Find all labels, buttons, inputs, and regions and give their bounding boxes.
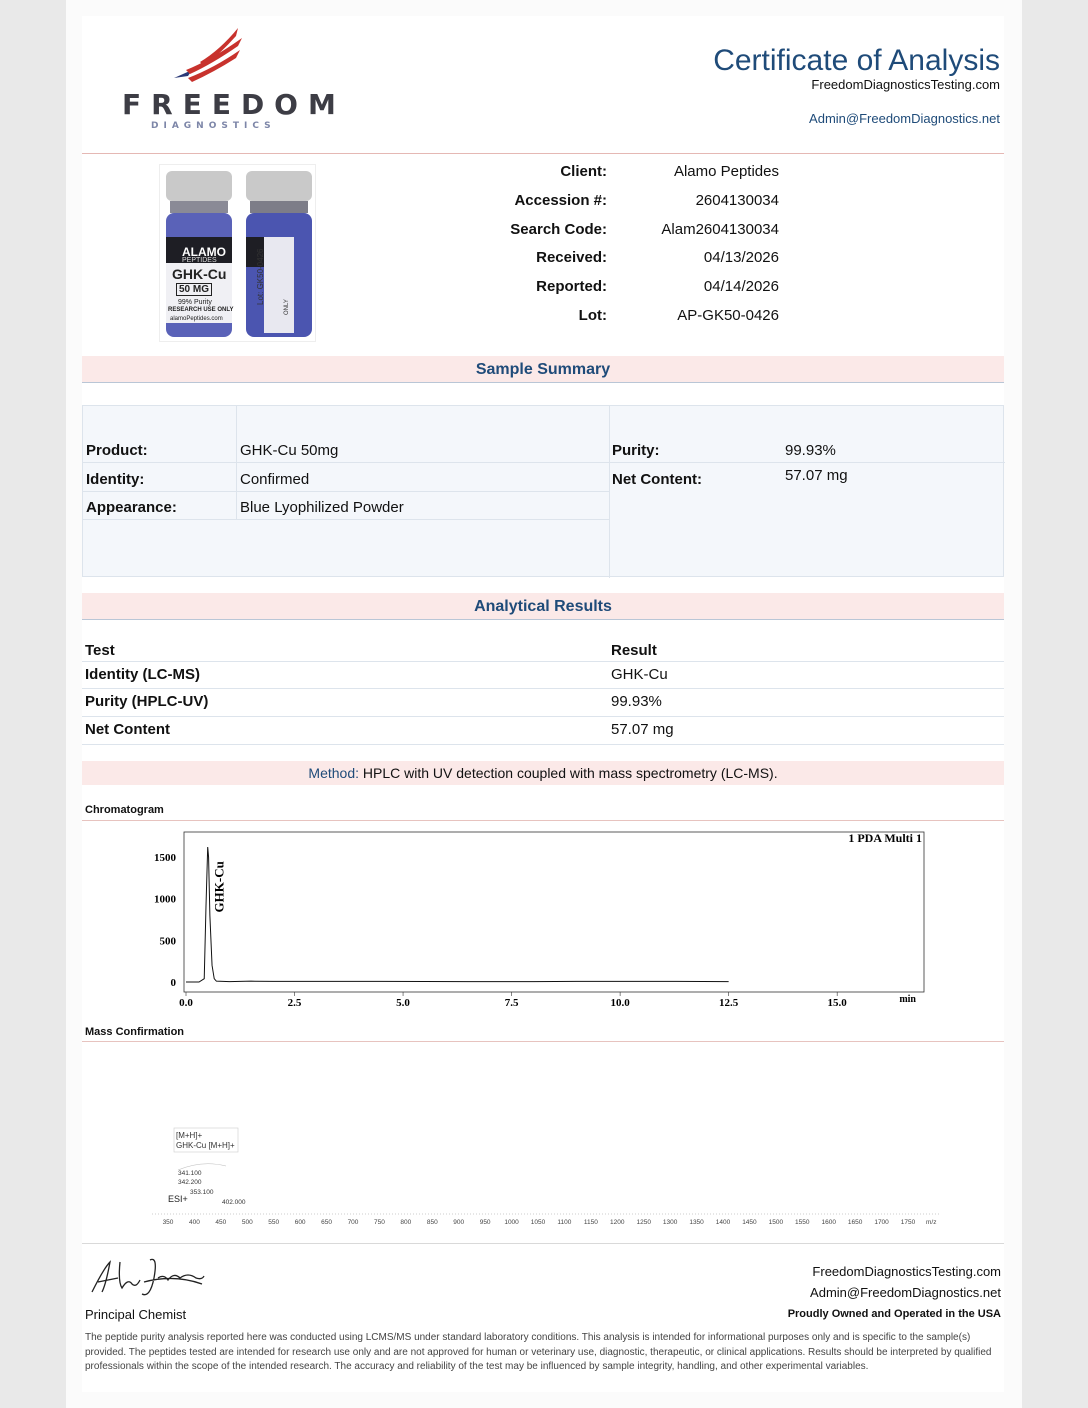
identity-value: Confirmed: [240, 471, 310, 488]
footer-website[interactable]: FreedomDiagnosticsTesting.com: [812, 1264, 1001, 1279]
ms-peak-2: 342.200: [178, 1179, 202, 1186]
disclaimer: The peptide purity analysis reported here was conducted using LCMS/MS under standard laboratory conditions. This analysis is intended for informational purposes only and is specific to the sample(s) provided. The peptides tested are intended for research use only and are not approved for human or veterinary use, diagnostic, therapeutic, or clinical applications. Results should be interpreted by qualified professionals within the scope of the intended research. The accuracy and reliability of the test may be influenced by sample integrity, handling, and other experimental variables.: [85, 1332, 992, 1372]
client-label: Client:: [560, 163, 607, 180]
table-row: [82, 662, 1004, 689]
photo-site: alamoPeptides.com: [170, 316, 223, 322]
analytical-results-heading: Analytical Results: [82, 593, 1004, 620]
page-title: Certificate of Analysis: [713, 44, 1000, 77]
footer-email[interactable]: Admin@FreedomDiagnostics.net: [810, 1285, 1001, 1300]
method-note: [82, 761, 1004, 785]
x-tick-label: 2.5: [287, 997, 302, 1009]
table-row: [82, 717, 1004, 745]
y-tick-label: 500: [159, 935, 176, 948]
photo-dose: 50 MG: [176, 283, 212, 296]
x-tick-label: 15.0: [827, 997, 847, 1009]
result-value: 99.93%: [611, 693, 662, 710]
search-code-label: Search Code:: [510, 221, 607, 238]
ms-tick-label: 600: [294, 1219, 306, 1226]
purity-value: 99.93%: [785, 442, 836, 459]
plot-frame: [184, 832, 924, 992]
signer-role: Principal Chemist: [85, 1307, 187, 1322]
ms-tick-label: 650: [321, 1219, 333, 1226]
product-label: Product:: [86, 442, 148, 459]
ms-peak-3: 353.100: [190, 1189, 214, 1196]
ms-tick-label: 1300: [662, 1219, 678, 1226]
ms-tick-label: 1250: [636, 1219, 651, 1226]
chart-title: 1 PDA Multi 1: [848, 831, 922, 845]
signature: [84, 1248, 206, 1302]
ms-tick-label: 500: [241, 1219, 253, 1226]
ms-axis-unit: m/z: [926, 1219, 937, 1226]
x-tick-label: 0.0: [179, 997, 193, 1009]
search-code-value: Alam2604130034: [661, 221, 779, 238]
appearance-label: Appearance:: [86, 499, 177, 516]
signature-name: Alex Johnson: [90, 1297, 109, 1301]
ms-tick-label: 1050: [530, 1219, 546, 1226]
photo-purity: 99% Purity: [178, 299, 212, 306]
ms-tick-label: 400: [188, 1219, 200, 1226]
result-test-name: Net Content: [85, 721, 170, 738]
appearance-value: Blue Lyophilized Powder: [240, 499, 404, 516]
lot-value: AP-GK50-0426: [677, 307, 779, 324]
ms-tick-label: 1100: [557, 1219, 572, 1226]
reported-label: Reported:: [536, 278, 607, 295]
x-axis-label: min: [899, 994, 916, 1005]
product-photo: [159, 164, 316, 342]
ms-tick-label: 850: [426, 1219, 438, 1226]
photo-brand: ALAMO: [182, 245, 226, 259]
result-test-name: Purity (HPLC-UV): [85, 693, 209, 710]
ms-tick-label: 1700: [874, 1219, 889, 1226]
logo-wordmark: FREEDOM: [122, 88, 346, 121]
ms-tick-label: 1650: [847, 1219, 863, 1226]
ms-tick-label: 750: [373, 1219, 385, 1226]
header-email[interactable]: Admin@FreedomDiagnostics.net: [809, 111, 1000, 126]
x-tick-label: 5.0: [396, 997, 410, 1009]
sample-summary-table: [82, 405, 1004, 577]
header-divider: [82, 153, 1004, 154]
mass-spectrum: [142, 1126, 942, 1226]
chromatogram-chart: [102, 828, 982, 1028]
net-content-value: 57.07 mg: [785, 467, 848, 484]
mass-confirmation-label: Mass Confirmation: [85, 1026, 185, 1038]
product-value: GHK-Cu 50mg: [240, 442, 339, 459]
method-text: HPLC with UV detection coupled with mass spectrometry (LC-MS).: [362, 765, 778, 781]
x-tick-label: 10.0: [610, 997, 630, 1009]
photo-lot-side: ONLY: [284, 299, 290, 315]
ms-tick-label: 700: [347, 1219, 359, 1226]
results-header-test: Test: [85, 642, 115, 659]
client-value: Alamo Peptides: [673, 163, 779, 180]
footer-tagline: Proudly Owned and Operated in the USA: [787, 1308, 1001, 1320]
received-label: Received:: [536, 249, 607, 266]
ms-tick-label: 1000: [504, 1219, 519, 1226]
ms-tick-label: 1550: [795, 1219, 810, 1226]
ms-tick-label: 1750: [900, 1219, 916, 1226]
ms-mode: ESI+: [168, 1194, 188, 1204]
series-line: [186, 847, 729, 982]
purity-label: Purity:: [612, 442, 660, 459]
chromatogram-divider: [82, 820, 1004, 821]
ms-tick-label: 1450: [742, 1219, 757, 1226]
photo-product-name: GHK-Cu: [172, 266, 227, 282]
results-header-result: Result: [611, 642, 657, 659]
received-value: 04/13/2026: [703, 249, 779, 266]
reported-value: 04/14/2026: [703, 278, 779, 295]
logo-subtitle: DIAGNOSTICS: [151, 121, 276, 131]
ms-tick-label: 800: [400, 1219, 412, 1226]
result-value: GHK-Cu: [611, 666, 668, 683]
ms-tick-label: 1500: [768, 1219, 784, 1226]
ms-tick-label: 900: [453, 1219, 465, 1226]
x-tick-label: 12.5: [719, 997, 739, 1009]
y-tick-label: 1000: [154, 893, 176, 906]
ms-tick-label: 450: [215, 1219, 227, 1226]
flag-logo-icon: [166, 26, 246, 84]
accession-value: 2604130034: [695, 192, 779, 209]
results-header-row: [82, 636, 1004, 662]
mass-divider: [82, 1041, 1004, 1042]
photo-use: RESEARCH USE ONLY: [168, 307, 234, 313]
ms-tick-label: 1200: [610, 1219, 625, 1226]
ms-peak-4: 402.000: [222, 1199, 246, 1206]
ms-tick-label: 1600: [821, 1219, 836, 1226]
result-test-name: Identity (LC-MS): [85, 666, 200, 683]
ms-legend-2: GHK-Cu [M+H]+: [176, 1141, 235, 1150]
ms-tick-label: 350: [162, 1219, 174, 1226]
accession-label: Accession #:: [514, 192, 607, 209]
ms-tick-label: 1400: [715, 1219, 731, 1226]
identity-label: Identity:: [86, 471, 145, 488]
ms-tick-label: 1150: [583, 1219, 598, 1226]
sample-summary-heading: Sample Summary: [82, 356, 1004, 383]
y-tick-label: 1500: [154, 852, 176, 864]
y-tick-label: 0: [170, 977, 176, 989]
peak-label: GHK-Cu: [211, 861, 227, 913]
photo-lot: Lot: GK50-0426: [256, 248, 265, 305]
ms-legend-1: [M+H]+: [176, 1131, 203, 1140]
x-tick-label: 7.5: [504, 997, 519, 1009]
ms-tick-label: 550: [268, 1219, 280, 1226]
table-row: [82, 689, 1004, 717]
lot-label: Lot:: [578, 307, 607, 324]
certificate-page: [82, 16, 1004, 1392]
ms-peak-1: 341.100: [178, 1170, 202, 1177]
footer-divider: [82, 1243, 1004, 1244]
ms-tick-label: 1350: [689, 1219, 704, 1226]
result-value: 57.07 mg: [611, 721, 674, 738]
net-content-label: Net Content:: [612, 471, 702, 488]
ms-tick-label: 950: [479, 1219, 491, 1226]
method-label: Method:: [308, 765, 359, 781]
chromatogram-label: Chromatogram: [85, 804, 164, 816]
header-website[interactable]: FreedomDiagnosticsTesting.com: [811, 77, 1000, 92]
photo-brand-sub: PEPTIDES: [182, 257, 217, 264]
